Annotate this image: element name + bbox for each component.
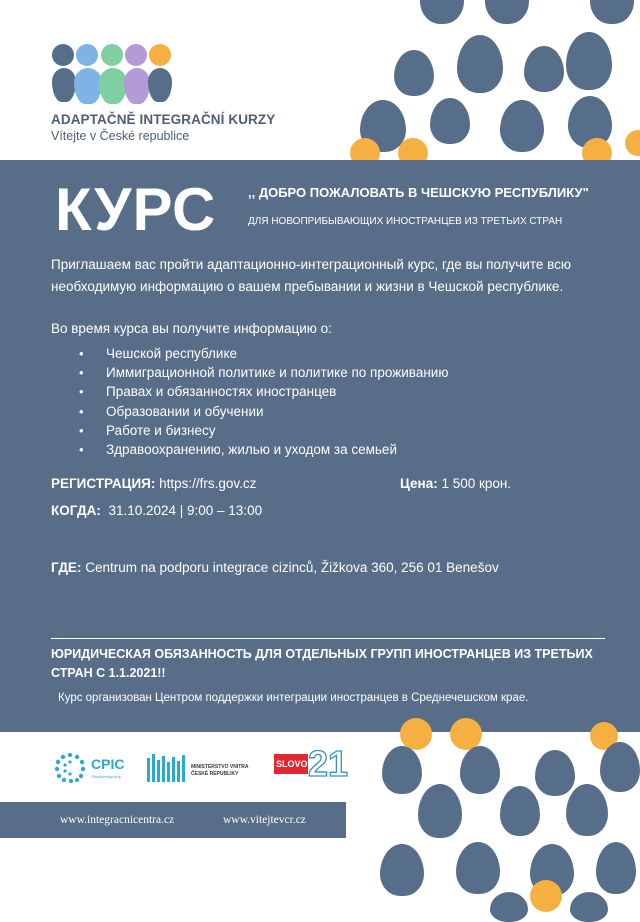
flower-decoration-top [350, 0, 640, 160]
registration-row [51, 476, 256, 491]
divider [51, 638, 605, 639]
ministry-line-2: ČESKÉ REPUBLIKY [191, 771, 239, 777]
intro-paragraph [51, 254, 611, 298]
legal-notice: ЮРИДИЧЕСКАЯ ОБЯЗАННОСТЬ ДЛЯ ОТДЕЛЬНЫХ ГРУПП ИНОСТРАНЦЕВ ИЗ ТРЕТЬИХ СТРАН С 1.1.2021!! [51, 647, 593, 680]
when-value: 31.10.2024 | 9:00 – 13:00 [108, 503, 263, 518]
organizer-note: Курс организован Центром поддержки интеграции иностранцев в Среднечешском крае. [58, 692, 529, 704]
course-subheadline: ДЛЯ НОВОПРИБЫВАЮЩИХ ИНОСТРАНЦЕВ ИЗ ТРЕТЬИХ СТРАН [248, 216, 563, 227]
when-label: КОГДА: [51, 503, 101, 518]
list-item: • Здравоохранению, жилью и уходом за семьей [51, 440, 448, 459]
brand-subtitle: Vítejte v České republice [51, 129, 190, 143]
cpic-subtitle: Středočeský kraj [91, 774, 121, 779]
course-headline: ,, ДОБРО ПОЖАЛОВАТЬ В ЧЕШСКУЮ РЕСПУБЛИКУ" [248, 185, 589, 200]
topics-intro: Во время курса вы получите информацию о: [51, 321, 332, 336]
when-row [51, 503, 262, 518]
footer-link-integracnicentra[interactable]: www.integracnicentra.cz [60, 814, 175, 826]
intro-line-2: необходимую информацию о вашем пребывании и жизни в Чешской республике. [51, 279, 564, 294]
intro-line-1: Приглашаем вас пройти адаптационно-интеграционный курс, где вы получите всю [51, 257, 572, 272]
price-label: Цена: [400, 476, 438, 491]
where-value: Centrum na podporu integrace cizinců, Žižkova 360, 256 01 Benešov [85, 560, 499, 575]
cpic-logo [54, 752, 130, 786]
topics-list [51, 344, 448, 459]
cpic-name: CPIC [91, 756, 125, 772]
where-label: ГДЕ: [51, 560, 82, 575]
course-label: КУРС [55, 176, 217, 243]
brand-logo-figures [52, 42, 172, 106]
list-item: • Чешской республике [51, 344, 448, 363]
ministry-logo [147, 754, 257, 786]
footer-link-vitejtevcr[interactable]: www.vitejtevcr.cz [223, 814, 306, 826]
list-item: • Работе и бизнесу [51, 421, 448, 440]
ministry-emblem-icon [147, 754, 187, 784]
slovo-badge [274, 754, 308, 774]
list-item: • Образовании и обучении [51, 402, 448, 421]
flower-decoration-bottom [360, 732, 640, 912]
list-item: • Иммиграционной политике и политике по проживанию [51, 363, 448, 382]
cpic-ring-icon [54, 752, 86, 784]
brand-title: ADAPTAČNĚ INTEGRAČNÍ KURZY [51, 112, 276, 127]
where-row [51, 560, 499, 575]
slovo-text: SLOVO [276, 759, 308, 769]
ministry-line-1: MINISTERSTVO VNITRA [191, 764, 249, 770]
registration-label: РЕГИСТРАЦИЯ: [51, 476, 156, 491]
registration-link[interactable]: https://frs.gov.cz [159, 476, 257, 491]
list-item: • Правах и обязанностях иностранцев [51, 382, 448, 401]
slovo21-logo [274, 743, 349, 786]
price-row [400, 476, 511, 491]
slovo-number: 21 [308, 743, 349, 784]
price-value: 1 500 крон. [441, 476, 512, 491]
